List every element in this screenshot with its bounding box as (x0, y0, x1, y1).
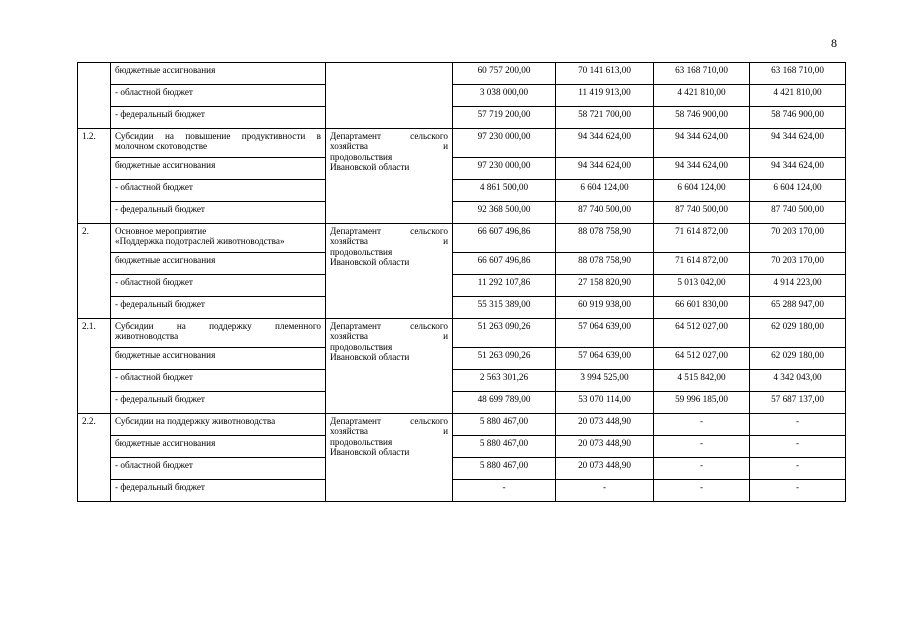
table-row (78, 63, 846, 85)
department-line: продовольствия (330, 341, 393, 352)
value-cell: - (654, 480, 750, 502)
measure-name-line: Субсидии на повышение продуктивности в (115, 131, 321, 141)
value-cell: 4 421 810,00 (654, 85, 750, 107)
table-row (78, 370, 846, 392)
value-cell: 20 073 448,90 (556, 458, 654, 480)
row-label: - областной бюджет (111, 275, 326, 297)
measure-name (111, 319, 326, 348)
value-cell: 5 880 467,00 (453, 458, 556, 480)
code-cell (78, 63, 111, 129)
row-label: - федеральный бюджет (111, 297, 326, 319)
page-number: 8 (831, 36, 837, 50)
value-cell: - (750, 458, 846, 480)
row-label: - федеральный бюджет (111, 480, 326, 502)
measure-name-line: Субсидии на поддержку племенного (115, 321, 321, 331)
department-line: Ивановской области (330, 256, 410, 267)
value-cell: 87 740 500,00 (750, 202, 846, 224)
row-label: бюджетные ассигнования (111, 63, 326, 85)
department-cell (326, 319, 453, 414)
table-row (78, 107, 846, 129)
measure-name-line: молочном скотоводстве (115, 141, 208, 152)
table-row (78, 348, 846, 370)
value-cell: 5 013 042,00 (654, 275, 750, 297)
value-cell: 97 230 000,00 (453, 158, 556, 180)
value-cell: 88 078 758,90 (556, 253, 654, 275)
value-cell: 6 604 124,00 (654, 180, 750, 202)
value-cell: 20 073 448,90 (556, 436, 654, 458)
table-row (78, 458, 846, 480)
table-row (78, 480, 846, 502)
row-label: бюджетные ассигнования (111, 436, 326, 458)
value-cell: 65 288 947,00 (750, 297, 846, 319)
department-line: хозяйства и (330, 141, 448, 152)
value-cell: 88 078 758,90 (556, 224, 654, 253)
value-cell: 94 344 624,00 (654, 158, 750, 180)
measure-name (111, 224, 326, 253)
row-label: бюджетные ассигнования (111, 158, 326, 180)
value-cell: 2 563 301,26 (453, 370, 556, 392)
row-label: бюджетные ассигнования (111, 348, 326, 370)
measure-name-line: Основное мероприятие (115, 226, 207, 236)
table-row (78, 297, 846, 319)
table-row (78, 129, 846, 158)
value-cell: 63 168 710,00 (750, 63, 846, 85)
value-cell: 27 158 820,90 (556, 275, 654, 297)
value-cell: 62 029 180,00 (750, 319, 846, 348)
value-cell: 94 344 624,00 (750, 129, 846, 158)
value-cell: 4 342 043,00 (750, 370, 846, 392)
department-line: Департамент сельского (330, 131, 448, 141)
value-cell: 71 614 872,00 (654, 253, 750, 275)
table-row (78, 319, 846, 348)
measure-name: Субсидии на поддержку животноводства (111, 414, 326, 436)
department-line: хозяйства и (330, 236, 448, 247)
code-cell: 2.1. (78, 319, 111, 414)
row-label: - федеральный бюджет (111, 202, 326, 224)
value-cell: 20 073 448,90 (556, 414, 654, 436)
table-row (78, 180, 846, 202)
value-cell: 97 230 000,00 (453, 129, 556, 158)
value-cell: 66 601 830,00 (654, 297, 750, 319)
row-label: - федеральный бюджет (111, 107, 326, 129)
value-cell: 62 029 180,00 (750, 348, 846, 370)
value-cell: 64 512 027,00 (654, 348, 750, 370)
value-cell: 92 368 500,00 (453, 202, 556, 224)
value-cell: 4 421 810,00 (750, 85, 846, 107)
value-cell: 11 292 107,86 (453, 275, 556, 297)
department-cell (326, 63, 453, 129)
value-cell: 55 315 389,00 (453, 297, 556, 319)
value-cell: 60 919 938,00 (556, 297, 654, 319)
row-label: - областной бюджет (111, 370, 326, 392)
value-cell: 70 203 170,00 (750, 253, 846, 275)
department-line: Департамент сельского (330, 226, 448, 236)
value-cell: 70 141 613,00 (556, 63, 654, 85)
table-row (78, 436, 846, 458)
table-row (78, 202, 846, 224)
value-cell: 5 880 467,00 (453, 436, 556, 458)
table-row (78, 275, 846, 297)
value-cell: 60 757 200,00 (453, 63, 556, 85)
budget-table (77, 62, 846, 502)
department-line: Ивановской области (330, 446, 410, 457)
value-cell: 4 914 223,00 (750, 275, 846, 297)
value-cell: 58 721 700,00 (556, 107, 654, 129)
table-row (78, 253, 846, 275)
value-cell: 51 263 090,26 (453, 319, 556, 348)
value-cell: 58 746 900,00 (750, 107, 846, 129)
value-cell: 5 880 467,00 (453, 414, 556, 436)
value-cell: 51 263 090,26 (453, 348, 556, 370)
value-cell: 94 344 624,00 (750, 158, 846, 180)
value-cell: 59 996 185,00 (654, 392, 750, 414)
department-line: хозяйства и (330, 426, 448, 437)
value-cell: 66 607 496,86 (453, 253, 556, 275)
department-cell (326, 224, 453, 319)
table-row (78, 392, 846, 414)
value-cell: 53 070 114,00 (556, 392, 654, 414)
value-cell: 87 740 500,00 (654, 202, 750, 224)
measure-name (111, 129, 326, 158)
department-cell (326, 129, 453, 224)
value-cell: - (750, 414, 846, 436)
value-cell: 63 168 710,00 (654, 63, 750, 85)
row-label: - федеральный бюджет (111, 392, 326, 414)
department-cell (326, 414, 453, 502)
department-line: хозяйства и (330, 331, 448, 342)
value-cell: 6 604 124,00 (750, 180, 846, 202)
value-cell: 6 604 124,00 (556, 180, 654, 202)
value-cell: 94 344 624,00 (556, 158, 654, 180)
value-cell: 57 064 639,00 (556, 348, 654, 370)
value-cell: 71 614 872,00 (654, 224, 750, 253)
code-cell: 2.2. (78, 414, 111, 502)
value-cell: 11 419 913,00 (556, 85, 654, 107)
value-cell: 57 719 200,00 (453, 107, 556, 129)
value-cell: - (556, 480, 654, 502)
row-label: - областной бюджет (111, 180, 326, 202)
measure-name-line: «Поддержка подотраслей животноводства» (115, 236, 285, 247)
value-cell: 4 861 500,00 (453, 180, 556, 202)
value-cell: 58 746 900,00 (654, 107, 750, 129)
table-row (78, 158, 846, 180)
department-line: Ивановской области (330, 351, 410, 362)
value-cell: 3 994 525,00 (556, 370, 654, 392)
department-line: продовольствия (330, 246, 393, 257)
row-label: - областной бюджет (111, 458, 326, 480)
table-row (78, 414, 846, 436)
value-cell: - (654, 436, 750, 458)
code-cell: 1.2. (78, 129, 111, 224)
table-row (78, 224, 846, 253)
value-cell: - (750, 480, 846, 502)
department-line: продовольствия (330, 436, 393, 447)
department-line: Ивановской области (330, 161, 410, 172)
department-line: продовольствия (330, 151, 393, 162)
value-cell: - (453, 480, 556, 502)
value-cell: 57 064 639,00 (556, 319, 654, 348)
value-cell: - (654, 458, 750, 480)
department-line: Департамент сельского (330, 416, 448, 426)
table-row (78, 85, 846, 107)
value-cell: 4 515 842,00 (654, 370, 750, 392)
value-cell: 57 687 137,00 (750, 392, 846, 414)
value-cell: - (654, 414, 750, 436)
row-label: бюджетные ассигнования (111, 253, 326, 275)
code-cell: 2. (78, 224, 111, 319)
value-cell: 94 344 624,00 (654, 129, 750, 158)
value-cell: 64 512 027,00 (654, 319, 750, 348)
value-cell: 94 344 624,00 (556, 129, 654, 158)
value-cell: 70 203 170,00 (750, 224, 846, 253)
measure-name-line: животноводства (115, 331, 179, 342)
value-cell: 87 740 500,00 (556, 202, 654, 224)
value-cell: 66 607 496,86 (453, 224, 556, 253)
department-line: Департамент сельского (330, 321, 448, 331)
value-cell: 3 038 000,00 (453, 85, 556, 107)
value-cell: - (750, 436, 846, 458)
value-cell: 48 699 789,00 (453, 392, 556, 414)
row-label: - областной бюджет (111, 85, 326, 107)
